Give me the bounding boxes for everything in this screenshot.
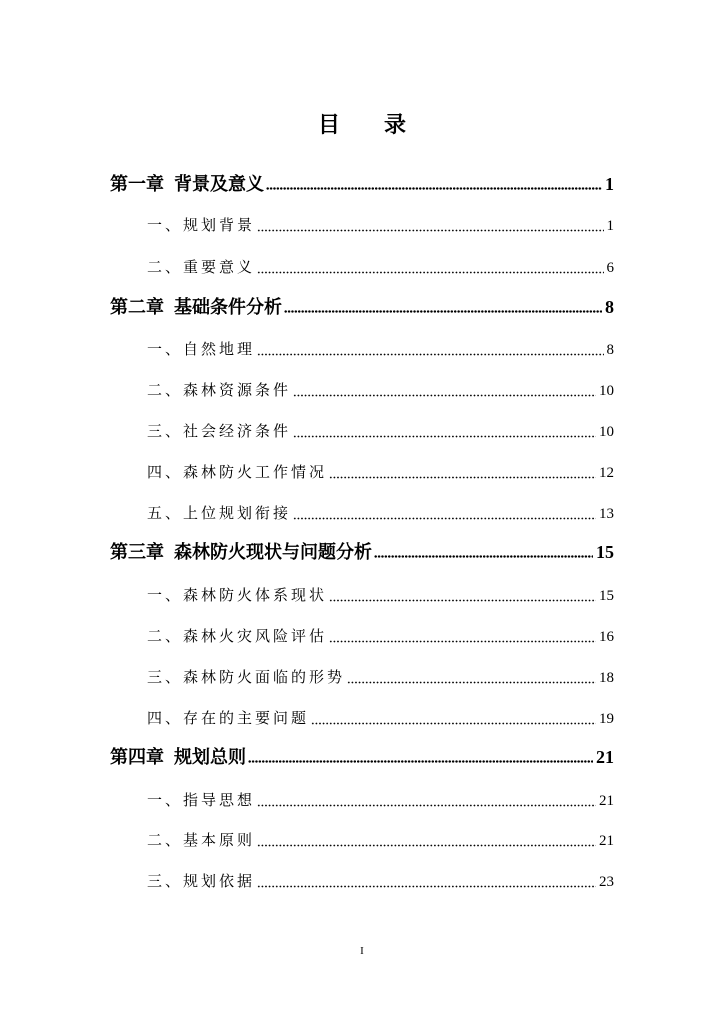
section-title: 四、森林防火工作情况 [147,465,328,481]
page-number: 13 [599,506,614,522]
dot-leader [293,517,596,520]
dot-leader [257,804,596,807]
toc-entry-section [147,378,614,402]
toc-entry-chapter [110,172,614,196]
dot-leader [311,722,596,725]
chapter-number: 第二章 [110,297,164,317]
page-number: 6 [606,260,614,276]
toc-entry-section [147,213,614,237]
page-number: 12 [599,465,614,481]
dot-leader [257,353,603,356]
page-number: 21 [599,833,614,849]
page-footer-number: I [360,945,364,957]
chapter-title: 基础条件分析 [174,297,282,317]
toc-entry-section [147,583,614,607]
toc-entry-chapter [110,745,614,769]
dot-leader [248,760,593,763]
page-number: 10 [599,424,614,440]
page-number: 1 [605,174,614,194]
page-number: 19 [599,711,614,727]
dot-leader [293,394,596,397]
section-title: 三、规划依据 [147,874,256,890]
section-title: 二、重要意义 [147,260,256,276]
page-number: 18 [599,670,614,686]
section-title: 二、森林火灾风险评估 [147,629,328,645]
section-title: 二、森林资源条件 [147,383,292,399]
toc-entry-section [147,706,614,730]
toc-entry-chapter [110,295,614,319]
toc-entry-section [147,501,614,525]
dot-leader [284,310,602,313]
dot-leader [257,271,603,274]
section-title: 三、森林防火面临的形势 [147,670,346,686]
toc-entry-section [147,665,614,689]
dot-leader [329,476,596,479]
dot-leader [374,555,593,558]
chapter-number: 第四章 [110,747,164,767]
page-number: 15 [596,542,614,562]
dot-leader [257,885,596,888]
chapter-title: 背景及意义 [174,174,264,194]
section-title: 二、基本原则 [147,833,256,849]
page-number: 21 [596,747,614,767]
dot-leader [293,435,596,438]
toc-entry-section [147,624,614,648]
dot-leader [257,844,596,847]
dot-leader [257,229,603,232]
toc-entry-section [147,788,614,812]
page-number: 8 [605,297,614,317]
page-number: 16 [599,629,614,645]
page-number: 1 [606,218,614,234]
section-title: 五、上位规划衔接 [147,506,292,522]
toc-entry-section [147,828,614,852]
toc-entry-chapter [110,540,614,564]
section-title: 一、自然地理 [147,342,256,358]
section-title: 一、森林防火体系现状 [147,588,328,604]
dot-leader [329,599,596,602]
chapter-number: 第一章 [110,174,164,194]
page-number: 21 [599,793,614,809]
dot-leader [266,187,602,190]
section-title: 三、社会经济条件 [147,424,292,440]
page-number: 8 [606,342,614,358]
page-number: 23 [599,874,614,890]
chapter-title: 规划总则 [174,747,246,767]
toc-entry-section [147,869,614,893]
toc-entry-section [147,255,614,279]
dot-leader [329,640,596,643]
page-number: 15 [599,588,614,604]
chapter-title: 森林防火现状与问题分析 [174,542,372,562]
toc-entry-section [147,460,614,484]
toc-entry-section [147,419,614,443]
chapter-number: 第三章 [110,542,164,562]
page-number: 10 [599,383,614,399]
dot-leader [347,681,596,684]
toc-title: 目 录 [317,112,406,137]
toc-entry-section [147,337,614,361]
section-title: 一、指导思想 [147,793,256,809]
section-title: 一、规划背景 [147,218,256,234]
section-title: 四、存在的主要问题 [147,711,310,727]
